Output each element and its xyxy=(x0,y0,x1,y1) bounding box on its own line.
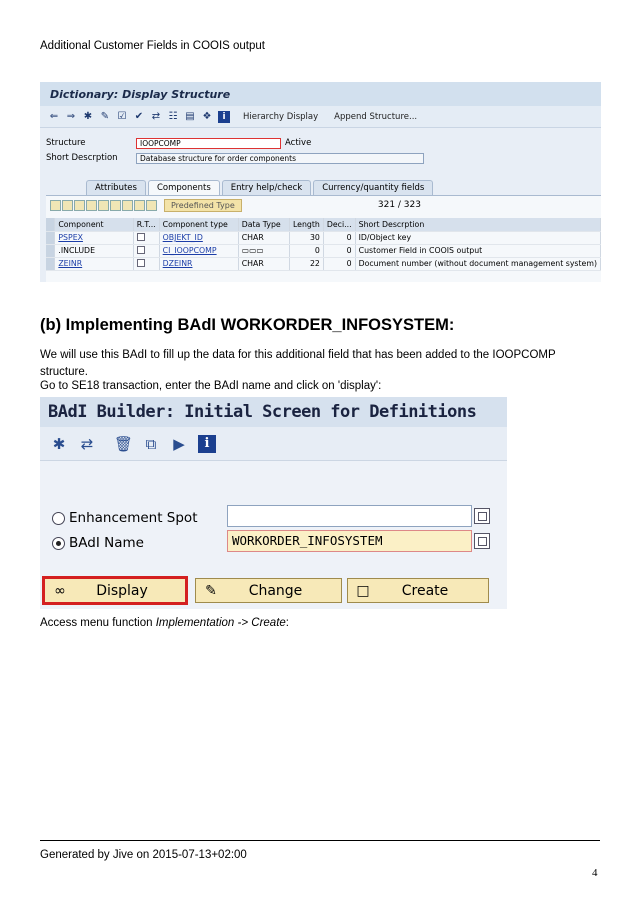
se18-screenshot xyxy=(40,397,507,609)
footer: Generated by Jive on 2015-07-13+02:00 xyxy=(40,849,247,861)
decimals: 0 xyxy=(323,231,355,244)
length: 22 xyxy=(289,257,323,270)
menu-path: Implementation -> Create xyxy=(155,617,286,629)
info-icon[interactable]: i xyxy=(218,111,230,123)
column-header[interactable]: R.T... xyxy=(133,218,159,231)
component-name[interactable]: PSPEX xyxy=(55,231,133,244)
display-change-icon[interactable]: ✎ xyxy=(100,110,110,122)
table-row[interactable] xyxy=(46,231,601,244)
short-description: Document number (without document management system) xyxy=(355,257,600,270)
se18-toolbar xyxy=(40,427,507,461)
data-type: CHAR xyxy=(238,231,289,244)
se11-tabs xyxy=(86,180,435,195)
object-list-icon[interactable]: ☷ xyxy=(168,110,178,122)
component-type[interactable]: OBJEKT_ID xyxy=(159,231,238,244)
hierarchy-display-button[interactable]: Hierarchy Display xyxy=(243,111,319,122)
ref-type-checkbox[interactable] xyxy=(137,259,145,267)
tab-components[interactable]: Components xyxy=(148,180,220,195)
undo-icon[interactable] xyxy=(110,200,121,211)
cut-icon[interactable] xyxy=(50,200,61,211)
activate-icon[interactable]: ✔ xyxy=(134,110,144,122)
decimals: 0 xyxy=(323,257,355,270)
se11-screenshot xyxy=(40,82,601,282)
back-arrow-icon[interactable]: ⇐ xyxy=(49,110,59,122)
se18-title: BAdI Builder: Initial Screen for Definitions xyxy=(40,397,507,427)
change-button[interactable]: ✎ Change xyxy=(195,578,342,603)
column-header[interactable]: Data Type xyxy=(238,218,289,231)
enhancement-spot-option[interactable] xyxy=(52,510,198,526)
delete-icon[interactable]: 🗑 xyxy=(114,434,134,453)
tab-currency-quantity-fields[interactable]: Currency/quantity fields xyxy=(313,180,433,195)
enhancement-spot-field[interactable] xyxy=(227,505,472,527)
short-description: Customer Field in COOIS output xyxy=(355,244,600,257)
paragraph-menu-function: Access menu function Implementation -> Create: xyxy=(40,617,289,629)
footer-rule xyxy=(40,840,600,841)
info-icon[interactable]: i xyxy=(198,435,216,453)
display-button[interactable]: ∞ Display xyxy=(44,578,186,603)
paste-icon[interactable] xyxy=(74,200,85,211)
append-structure-button[interactable]: Append Structure... xyxy=(334,111,418,122)
structure-status: Active xyxy=(285,138,312,148)
components-table xyxy=(46,218,601,271)
other-object-icon[interactable]: ✱ xyxy=(83,110,93,122)
section-title: (b) Implementing BAdI WORKORDER_INFOSYSTEM: xyxy=(40,316,455,334)
components-toolbar xyxy=(46,196,601,214)
copy-icon[interactable]: ⧉ xyxy=(145,434,157,453)
value-help-icon[interactable] xyxy=(474,533,490,549)
new-document-icon: □ xyxy=(356,582,370,599)
se11-toolbar xyxy=(40,106,601,128)
data-type: CHAR xyxy=(238,257,289,270)
tab-entry-help-check[interactable]: Entry help/check xyxy=(222,180,311,195)
table-header-row xyxy=(46,218,601,231)
length: 0 xyxy=(289,244,323,257)
check-icon[interactable]: ☑ xyxy=(117,110,127,122)
table-row[interactable] xyxy=(46,257,601,270)
display-object-list-icon[interactable]: ▤ xyxy=(185,110,195,122)
component-type[interactable]: DZEINR xyxy=(159,257,238,270)
decimals: 0 xyxy=(323,244,355,257)
component-count: 321 / 323 xyxy=(377,200,421,210)
column-header[interactable]: Deci... xyxy=(323,218,355,231)
tab-attributes[interactable]: Attributes xyxy=(86,180,146,195)
structure-field[interactable]: IOOPCOMP xyxy=(136,138,281,149)
predefined-type-button[interactable]: Predefined Type xyxy=(164,199,242,212)
se11-title: Dictionary: Display Structure xyxy=(40,82,601,106)
forward-arrow-icon[interactable]: ⇒ xyxy=(66,110,76,122)
short-description-field[interactable]: Database structure for order components xyxy=(136,153,424,164)
component-name[interactable]: ZEINR xyxy=(55,257,133,270)
insert-row-icon[interactable] xyxy=(86,200,97,211)
components-panel xyxy=(46,195,601,282)
select-all-icon[interactable] xyxy=(122,200,133,211)
other-object-icon[interactable]: ✱ xyxy=(52,434,66,453)
structure-label: Structure xyxy=(46,138,86,148)
enhancement-spot-label: Enhancement Spot xyxy=(69,510,198,526)
column-header[interactable]: Length xyxy=(289,218,323,231)
up-icon[interactable] xyxy=(146,200,157,211)
ref-type-checkbox[interactable] xyxy=(137,233,145,241)
delete-row-icon[interactable] xyxy=(98,200,109,211)
column-header[interactable]: Component xyxy=(55,218,133,231)
component-type[interactable]: CI_IOOPCOMP xyxy=(159,244,238,257)
navigation-icon[interactable]: ❖ xyxy=(202,110,212,122)
short-description: ID/Object key xyxy=(355,231,600,244)
enhancement-spot-radio[interactable] xyxy=(52,512,65,525)
create-button[interactable]: □ Create xyxy=(347,578,489,603)
page-number: 4 xyxy=(592,867,598,879)
badi-name-radio[interactable] xyxy=(52,537,65,550)
column-header[interactable]: Component type xyxy=(159,218,238,231)
display-glasses-icon: ∞ xyxy=(54,582,66,599)
component-name[interactable]: .INCLUDE xyxy=(55,244,133,257)
short-description-label: Short Descrption xyxy=(46,153,118,163)
value-help-icon[interactable] xyxy=(474,508,490,524)
where-used-icon[interactable]: ⇄ xyxy=(151,110,161,122)
badi-name-label: BAdI Name xyxy=(69,535,144,551)
column-header[interactable]: Short Descrption xyxy=(355,218,600,231)
length: 30 xyxy=(289,231,323,244)
rename-icon[interactable]: ▶ xyxy=(173,434,185,453)
badi-name-field[interactable]: WORKORDER_INFOSYSTEM xyxy=(227,530,472,552)
table-row[interactable] xyxy=(46,244,601,257)
ref-type-checkbox[interactable] xyxy=(137,246,145,254)
pencil-icon: ✎ xyxy=(205,582,217,599)
data-type: ▭▭▭ xyxy=(238,244,289,257)
page-header: Additional Customer Fields in COOIS output xyxy=(40,40,265,52)
badi-name-option[interactable] xyxy=(52,535,144,551)
paragraph-se18-instructions: Go to SE18 transaction, enter the BAdI name and click on 'display': xyxy=(40,380,382,392)
paragraph-badi-purpose: We will use this BAdI to fill up the data for this additional field that has been added to the IOOPCOMP structure. xyxy=(40,349,556,378)
copy-icon[interactable] xyxy=(62,200,73,211)
deselect-icon[interactable] xyxy=(134,200,145,211)
where-used-icon[interactable]: ⇄ xyxy=(80,434,94,453)
